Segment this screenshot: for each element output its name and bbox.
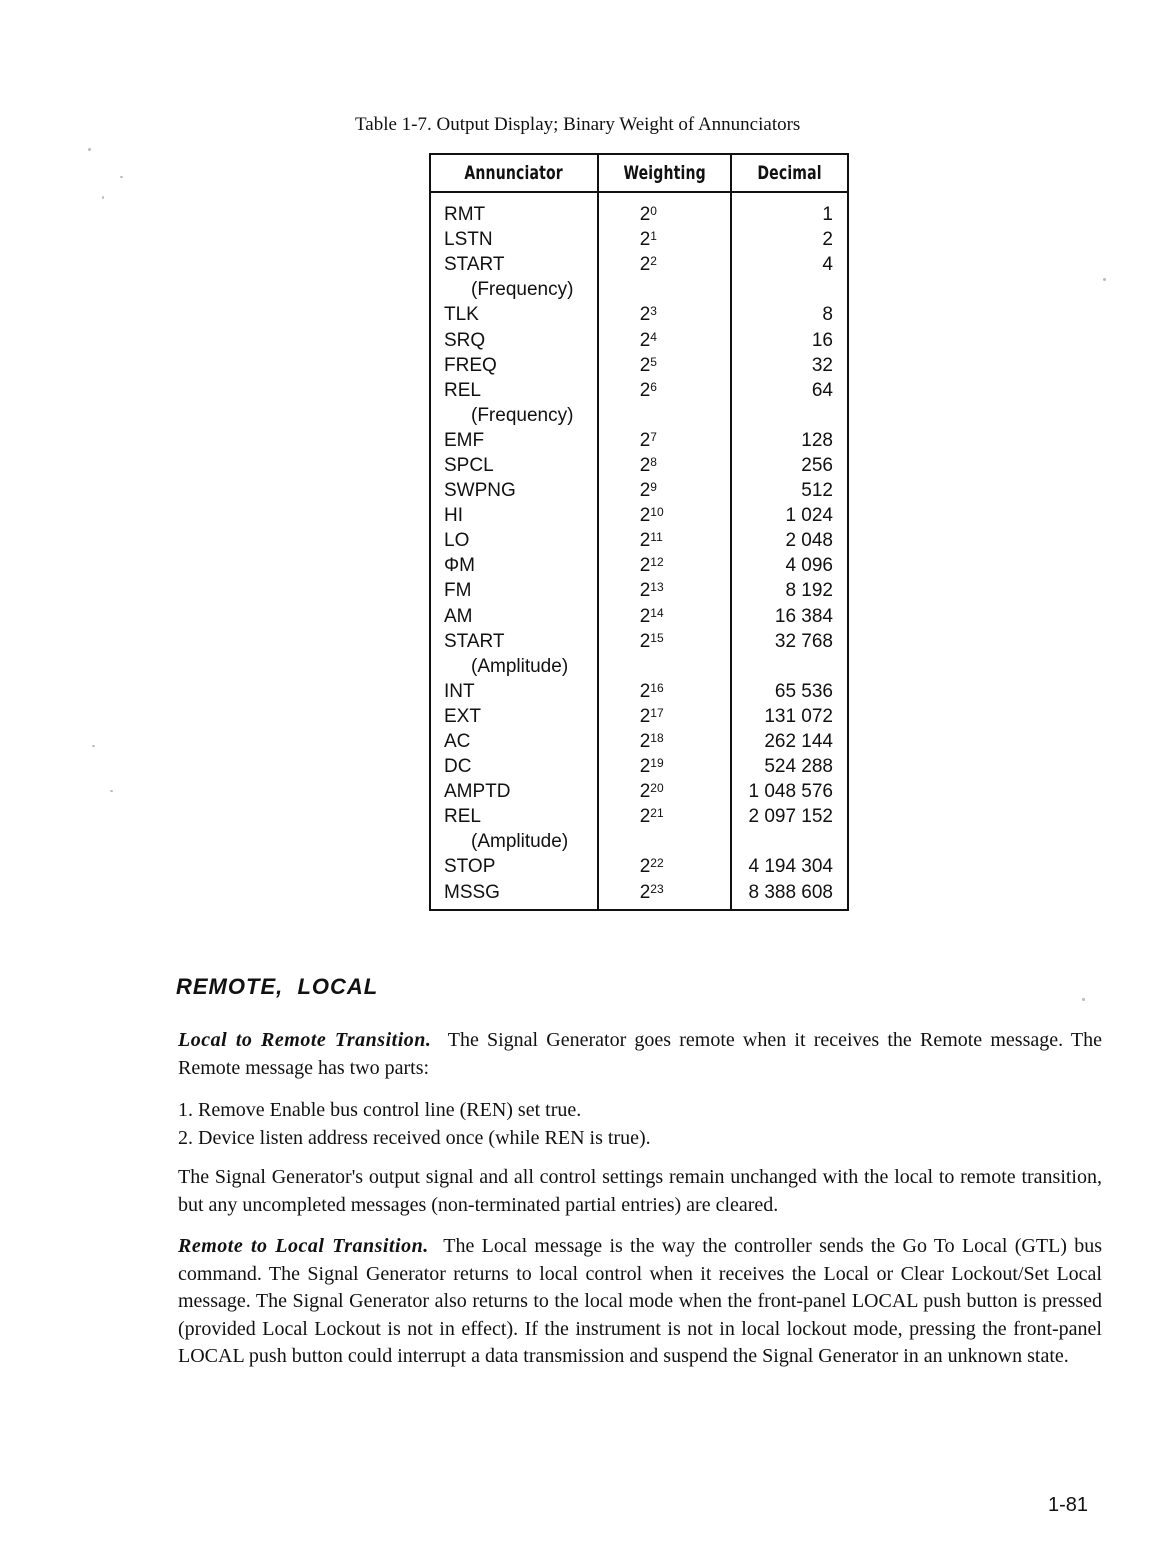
paragraph-local-to-remote [178, 1027, 1102, 1082]
weighting-exponent: 13 [650, 580, 664, 595]
weighting-exponent: 3 [650, 304, 657, 319]
weighting-cell [598, 629, 731, 654]
scan-speck [1103, 278, 1106, 281]
weighting-base: 2 [639, 505, 651, 527]
weighting-cell [598, 854, 731, 879]
table-row [430, 252, 848, 277]
table-row [430, 654, 848, 679]
table-row [430, 704, 848, 729]
weighting-exponent: 12 [650, 555, 664, 570]
annunciator-cell: START [430, 252, 598, 277]
scan-speck [92, 745, 95, 747]
table-row [430, 277, 848, 302]
weighting-exponent: 7 [650, 429, 657, 444]
annunciator-table [429, 153, 849, 911]
annunciator-cell: EMF [430, 428, 598, 453]
weighting-cell [598, 478, 731, 503]
decimal-cell: 32 [731, 353, 848, 378]
weighting-exponent: 11 [650, 530, 663, 545]
annunciator-cell: STOP [430, 854, 598, 879]
weighting-base: 2 [639, 454, 651, 476]
table-row [430, 679, 848, 704]
weighting-exponent: 8 [650, 454, 657, 469]
annunciator-cell: MSSG [430, 880, 598, 910]
weighting-base: 2 [639, 881, 651, 903]
decimal-cell: 64 [731, 378, 848, 403]
annunciator-cell: EXT [430, 704, 598, 729]
weighting-cell [598, 227, 731, 252]
paragraph-lead: Local to Remote Transition. [178, 1029, 432, 1051]
weighting-cell [598, 829, 731, 854]
table-row [430, 428, 848, 453]
table-row [430, 854, 848, 879]
weighting-cell [598, 353, 731, 378]
weighting-exponent: 6 [650, 379, 657, 394]
table-row [430, 192, 848, 227]
weighting-exponent: 23 [650, 881, 664, 896]
table-row [430, 804, 848, 829]
weighting-cell [598, 804, 731, 829]
weighting-cell [598, 503, 731, 528]
weighting-cell [598, 403, 731, 428]
list-item: 1. Remove Enable bus control line (REN) set true. [178, 1099, 582, 1121]
table-row [430, 403, 848, 428]
weighting-base: 2 [639, 705, 651, 727]
paragraph-text: The Local message is the way the controller sends the Go To Local (GTL) bus command. The Signal Generator returns to local control when it receives the Local or Clear Lockout/Set Local message. The Signal Generator also returns to the local mode when the front-panel LOCAL push button is pressed (provided Local Lockout is not in effect). If the instrument is not in local lockout mode, pressing the front-panel LOCAL push button could interrupt a data transmission and suspend the Signal Generator in an unknown state. [178, 1235, 1103, 1367]
decimal-cell: 4 096 [731, 553, 848, 578]
table-row [430, 729, 848, 754]
table-header-row [430, 154, 848, 192]
weighting-cell [598, 277, 731, 302]
weighting-exponent: 2 [650, 254, 657, 269]
weighting-exponent: 16 [650, 680, 664, 695]
weighting-cell [598, 327, 731, 352]
weighting-base: 2 [639, 781, 651, 803]
annunciator-cell: REL [430, 378, 598, 403]
decimal-cell: 32 768 [731, 629, 848, 654]
table-row [430, 629, 848, 654]
table-row [430, 503, 848, 528]
weighting-base: 2 [639, 204, 651, 226]
decimal-cell: 16 [731, 327, 848, 352]
annunciator-cell: RMT [430, 192, 598, 227]
scan-speck [110, 790, 113, 792]
weighting-exponent: 15 [650, 630, 664, 645]
weighting-cell [598, 604, 731, 629]
weighting-exponent: 0 [650, 204, 657, 219]
table-row [430, 478, 848, 503]
decimal-cell: 128 [731, 428, 848, 453]
weighting-exponent: 1 [650, 229, 657, 244]
paragraph-text: The Signal Generator goes remote when it receives the Remote message. The Remote message has two parts: [178, 1029, 1103, 1079]
annunciator-cell: (Amplitude) [430, 654, 598, 679]
paragraph-remote-to-local [178, 1233, 1102, 1371]
header-annunciator: Annunciator [442, 154, 586, 192]
table-row [430, 327, 848, 352]
weighting-cell [598, 428, 731, 453]
weighting-exponent: 10 [650, 505, 664, 520]
weighting-base: 2 [639, 580, 651, 602]
weighting-exponent: 5 [650, 354, 657, 369]
weighting-base: 2 [639, 229, 651, 251]
table-row [430, 880, 848, 910]
scan-speck [120, 176, 123, 178]
decimal-cell: 256 [731, 453, 848, 478]
weighting-exponent: 18 [650, 731, 664, 746]
weighting-base: 2 [639, 480, 651, 502]
weighting-cell [598, 729, 731, 754]
weighting-exponent: 22 [650, 856, 664, 871]
table-row [430, 528, 848, 553]
weighting-exponent: 17 [650, 705, 664, 720]
weighting-cell [598, 578, 731, 603]
table-row [430, 227, 848, 252]
table-row [430, 553, 848, 578]
header-weighting: Weighting [607, 154, 721, 192]
decimal-cell: 8 388 608 [731, 880, 848, 910]
decimal-cell: 4 194 304 [731, 854, 848, 879]
weighting-exponent: 21 [650, 806, 664, 821]
annunciator-cell: SPCL [430, 453, 598, 478]
annunciator-cell: HI [430, 503, 598, 528]
annunciator-cell: TLK [430, 302, 598, 327]
page-number: 1-81 [1048, 1494, 1089, 1516]
weighting-base: 2 [639, 555, 651, 577]
table-row [430, 302, 848, 327]
annunciator-cell: LSTN [430, 227, 598, 252]
weighting-cell [598, 192, 731, 227]
header-decimal: Decimal [739, 154, 840, 192]
annunciator-cell: REL [430, 804, 598, 829]
decimal-cell: 8 [731, 302, 848, 327]
scan-speck [102, 196, 104, 199]
decimal-cell: 8 192 [731, 578, 848, 603]
weighting-base: 2 [639, 354, 651, 376]
table-body [430, 192, 848, 910]
weighting-base: 2 [639, 429, 651, 451]
weighting-cell [598, 553, 731, 578]
decimal-cell: 1 048 576 [731, 779, 848, 804]
weighting-exponent: 4 [650, 329, 657, 344]
weighting-cell [598, 754, 731, 779]
weighting-exponent: 19 [650, 756, 664, 771]
remote-message-parts-list [178, 1097, 1078, 1152]
paragraph-lead: Remote to Local Transition. [178, 1235, 429, 1257]
annunciator-cell: START [430, 629, 598, 654]
scan-speck [1082, 998, 1085, 1001]
weighting-base: 2 [639, 756, 651, 778]
decimal-cell [731, 277, 848, 302]
annunciator-cell: SRQ [430, 327, 598, 352]
table-row [430, 578, 848, 603]
weighting-cell [598, 378, 731, 403]
table-row [430, 604, 848, 629]
weighting-cell [598, 302, 731, 327]
annunciator-cell: AMPTD [430, 779, 598, 804]
weighting-base: 2 [639, 630, 651, 652]
annunciator-cell: (Frequency) [430, 403, 598, 428]
table-row [430, 779, 848, 804]
weighting-exponent: 20 [650, 781, 664, 796]
paragraph-output-unchanged: The Signal Generator's output signal and all control settings remain unchanged with the local to remote transition, but any uncompleted messages (non-terminated partial entries) are cleared. [178, 1166, 1102, 1216]
weighting-cell [598, 654, 731, 679]
weighting-cell [598, 704, 731, 729]
decimal-cell: 65 536 [731, 679, 848, 704]
annunciator-cell: (Amplitude) [430, 829, 598, 854]
annunciator-cell: FM [430, 578, 598, 603]
decimal-cell [731, 403, 848, 428]
decimal-cell: 2 097 152 [731, 804, 848, 829]
list-item: 2. Device listen address received once (while REN is true). [178, 1126, 651, 1149]
weighting-base: 2 [639, 304, 651, 326]
weighting-base: 2 [639, 329, 651, 351]
weighting-base: 2 [639, 605, 651, 627]
table-row [430, 353, 848, 378]
annunciator-cell: AC [430, 729, 598, 754]
table-row [430, 754, 848, 779]
weighting-base: 2 [639, 530, 651, 552]
weighting-cell [598, 528, 731, 553]
weighting-base: 2 [639, 806, 651, 828]
annunciator-cell: LO [430, 528, 598, 553]
weighting-cell [598, 880, 731, 910]
weighting-base: 2 [639, 856, 651, 878]
annunciator-cell: (Frequency) [430, 277, 598, 302]
table-row [430, 453, 848, 478]
decimal-cell: 131 072 [731, 704, 848, 729]
section-title: REMOTE, LOCAL [176, 974, 379, 999]
annunciator-cell: ΦM [430, 553, 598, 578]
decimal-cell: 4 [731, 252, 848, 277]
decimal-cell: 1 [731, 192, 848, 227]
decimal-cell: 2 048 [731, 528, 848, 553]
table-caption: Table 1-7. Output Display; Binary Weight of Annunciators [355, 114, 801, 135]
weighting-base: 2 [639, 680, 651, 702]
annunciator-cell: DC [430, 754, 598, 779]
annunciator-cell: FREQ [430, 353, 598, 378]
decimal-cell: 16 384 [731, 604, 848, 629]
scan-speck [88, 148, 91, 151]
weighting-cell [598, 779, 731, 804]
decimal-cell: 2 [731, 227, 848, 252]
decimal-cell [731, 654, 848, 679]
weighting-base: 2 [639, 731, 651, 753]
weighting-cell [598, 453, 731, 478]
decimal-cell: 1 024 [731, 503, 848, 528]
weighting-base: 2 [639, 379, 651, 401]
decimal-cell: 262 144 [731, 729, 848, 754]
decimal-cell: 524 288 [731, 754, 848, 779]
table-row [430, 378, 848, 403]
annunciator-cell: SWPNG [430, 478, 598, 503]
weighting-cell [598, 679, 731, 704]
decimal-cell [731, 829, 848, 854]
weighting-base: 2 [639, 254, 651, 276]
weighting-cell [598, 252, 731, 277]
weighting-exponent: 14 [650, 605, 664, 620]
weighting-exponent: 9 [650, 480, 657, 495]
annunciator-cell: AM [430, 604, 598, 629]
table-row [430, 829, 848, 854]
annunciator-cell: INT [430, 679, 598, 704]
decimal-cell: 512 [731, 478, 848, 503]
